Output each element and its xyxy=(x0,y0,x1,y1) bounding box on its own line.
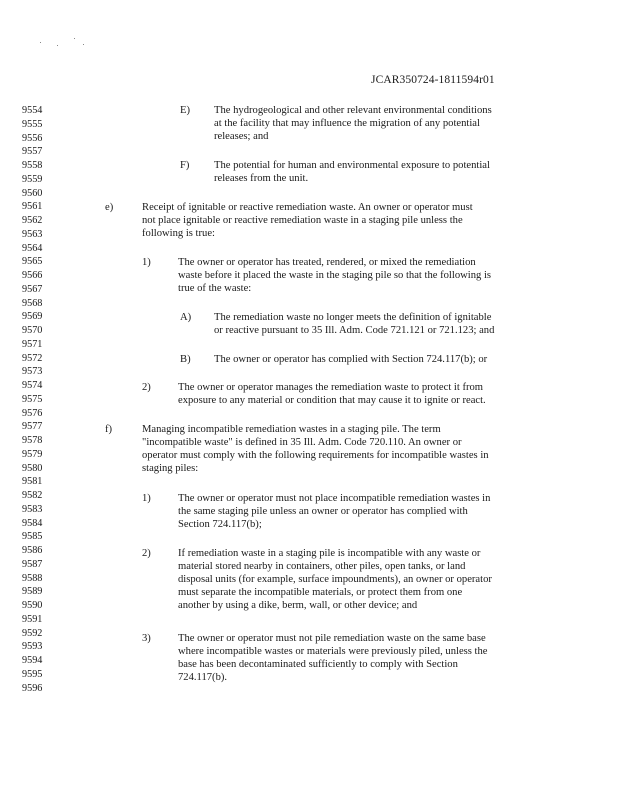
line-number: 9585 xyxy=(22,531,43,543)
line-number: 9566 xyxy=(22,270,43,282)
line-number: 9558 xyxy=(22,160,43,171)
item-text-line: base has been decontaminated sufficiently to comply with Section xyxy=(178,659,458,670)
section-text-line: staging piles: xyxy=(142,463,199,474)
scan-speck xyxy=(83,44,84,45)
item-text-line: or reactive pursuant to 35 Ill. Adm. Code 721.121 or 721.123; and xyxy=(214,325,495,336)
item-marker: A) xyxy=(180,312,192,323)
section-text-line: Receipt of ignitable or reactive remediation waste. An owner or operator must xyxy=(142,202,473,213)
line-number: 9589 xyxy=(22,586,43,598)
item-marker: 2) xyxy=(142,548,151,559)
line-number: 9571 xyxy=(22,338,43,350)
item-text-line: releases; and xyxy=(214,131,269,142)
line-number: 9594 xyxy=(22,655,43,667)
line-number: 9576 xyxy=(22,407,43,419)
line-number: 9578 xyxy=(22,435,43,447)
line-number: 9557 xyxy=(22,146,43,158)
item-text-line: The potential for human and environmental exposure to potential xyxy=(214,160,490,171)
item-text-line: 724.117(b). xyxy=(178,672,228,683)
item-text-line: where incompatible wastes or materials were previously piled, unless the xyxy=(178,646,488,657)
item-text-line: waste before it placed the waste in the staging pile so that the following is xyxy=(178,270,492,281)
line-number: 9579 xyxy=(22,448,43,460)
item-marker: E) xyxy=(180,105,190,116)
line-number: 9568 xyxy=(22,297,43,309)
item-marker: 2) xyxy=(142,382,151,393)
line-number: 9560 xyxy=(22,187,43,199)
line-number: 9591 xyxy=(22,613,43,625)
line-number: 9574 xyxy=(22,380,43,392)
line-number: 9564 xyxy=(22,242,43,254)
scan-speck xyxy=(74,38,75,39)
section-text-line: Managing incompatible remediation wastes in a staging pile. The term xyxy=(142,424,441,435)
line-number: 9570 xyxy=(22,325,43,337)
scan-speck xyxy=(40,42,41,43)
line-number: 9588 xyxy=(22,572,43,584)
item-text-line: The owner or operator must not pile remediation waste on the same base xyxy=(178,633,486,644)
line-number: 9593 xyxy=(22,641,43,653)
line-number: 9561 xyxy=(22,201,43,213)
item-text-line: Section 724.117(b); xyxy=(178,519,262,530)
item-text-line: exposure to any material or condition that may cause it to ignite or react. xyxy=(178,395,486,406)
line-number: 9586 xyxy=(22,545,43,557)
item-marker: 1) xyxy=(142,493,151,504)
section-marker: e) xyxy=(105,202,114,213)
item-text-line: the same staging pile unless an owner or operator has complied with xyxy=(178,506,468,517)
line-number: 9573 xyxy=(22,366,43,378)
line-number: 9580 xyxy=(22,462,43,474)
line-number: 9569 xyxy=(22,311,43,323)
item-text-line: must separate the incompatible materials, or protect them from one xyxy=(178,587,463,598)
line-number: 9554 xyxy=(22,105,43,116)
item-marker: F) xyxy=(180,160,190,171)
item-text-line: another by using a dike, berm, wall, or other device; and xyxy=(178,600,418,611)
line-number: 9592 xyxy=(22,627,43,639)
item-text-line: The owner or operator must not place incompatible remediation wastes in xyxy=(178,493,491,504)
line-number: 9559 xyxy=(22,173,43,185)
section-text-line: "incompatible waste" is defined in 35 Ill. Adm. Code 720.110. An owner or xyxy=(142,437,462,448)
line-number: 9577 xyxy=(22,421,43,433)
line-number: 9575 xyxy=(22,393,43,405)
section-text-line: following is true: xyxy=(142,228,215,239)
item-text-line: The remediation waste no longer meets the definition of ignitable xyxy=(214,312,492,323)
item-marker: 3) xyxy=(142,633,151,644)
line-number: 9565 xyxy=(22,256,43,268)
line-number: 9590 xyxy=(22,600,43,612)
line-number: 9572 xyxy=(22,352,43,364)
line-number: 9595 xyxy=(22,669,43,680)
item-text-line: at the facility that may influence the migration of any potential xyxy=(214,118,480,129)
item-text-line: disposal units (for example, surface impoundments), an owner or operator xyxy=(178,574,492,585)
scan-speck xyxy=(57,45,58,46)
item-text-line: releases from the unit. xyxy=(214,173,309,184)
item-text-line: The hydrogeological and other relevant environmental conditions xyxy=(214,105,492,116)
item-marker: 1) xyxy=(142,257,151,268)
line-number: 9555 xyxy=(22,118,43,130)
line-number: 9562 xyxy=(22,215,43,226)
item-text-line: The owner or operator manages the remediation waste to protect it from xyxy=(178,382,484,393)
document-id: JCAR350724-1811594r01 xyxy=(371,74,495,86)
line-number: 9583 xyxy=(22,503,43,515)
item-text-line: material stored nearby in containers, other piles, open tanks, or land xyxy=(178,561,466,572)
line-number: 9596 xyxy=(22,682,43,694)
item-text-line: true of the waste: xyxy=(178,283,252,294)
line-number: 9567 xyxy=(22,283,43,295)
item-text-line: If remediation waste in a staging pile is incompatible with any waste or xyxy=(178,548,481,559)
line-number: 9581 xyxy=(22,476,43,488)
section-marker: f) xyxy=(105,424,113,435)
item-text-line: The owner or operator has treated, rendered, or mixed the remediation xyxy=(178,257,476,268)
line-number: 9584 xyxy=(22,517,43,529)
section-text-line: operator must comply with the following requirements for incompatible wastes in xyxy=(142,450,489,461)
line-number: 9582 xyxy=(22,490,43,502)
line-number: 9556 xyxy=(22,132,43,144)
line-number: 9563 xyxy=(22,228,43,240)
item-marker: B) xyxy=(180,354,191,365)
section-text-line: not place ignitable or reactive remediation waste in a staging pile unless the xyxy=(142,215,463,226)
item-text-line: The owner or operator has complied with Section 724.117(b); or xyxy=(214,354,488,365)
line-number: 9587 xyxy=(22,558,43,570)
